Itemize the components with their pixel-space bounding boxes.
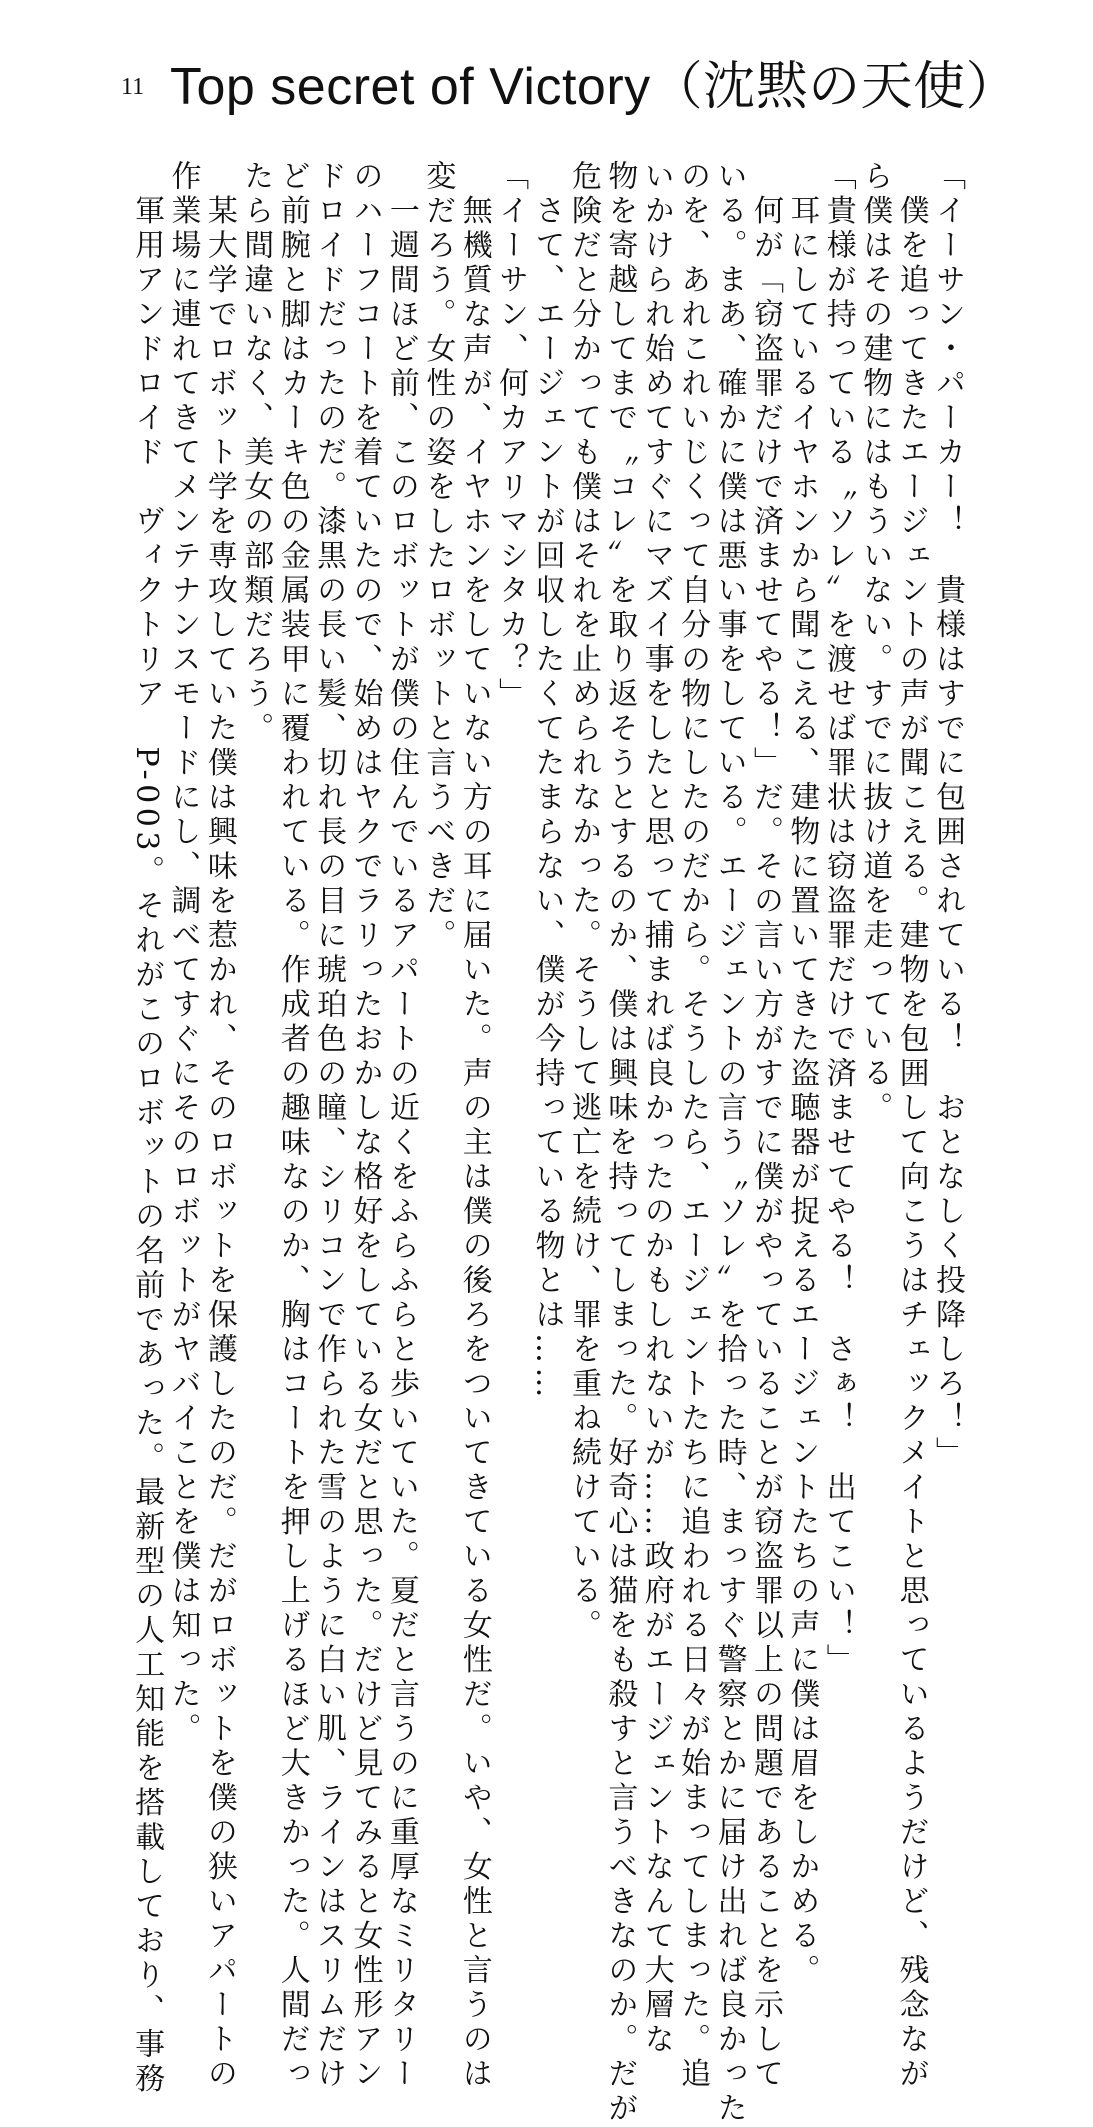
text-column: 物を寄越してまで〝コレ〟を取り返そうとするのか、僕は興味を持ってしまった。好奇心は猫をも殺すと言うべきなのか。だが [602, 160, 638, 2127]
text-column: ど前腕と脚はカーキ色の金属装甲に覆われている。作成者の趣味なのか、胸はコートを押し上げるほど大きかった。人間だっ [274, 160, 310, 2092]
vertical-text-body [127, 160, 965, 2127]
text-column: 何が「窃盗罪だけで済ませてやる！」だ。その言い方がすでに僕がやっていることが窃盗罪以上の問題であることを示して [747, 160, 783, 2092]
text-column: 無機質な声が、イヤホンをしていない方の耳に届いた。声の主は僕の後ろをついてきている女性だ。いや、女性と言うのは [456, 160, 492, 2092]
text-column: のハーフコートを着ていたので、始めはヤクでラリったおかしな格好をしている女だと思った。だけど見てみると女性形アン [347, 160, 383, 2092]
text-column: たら間違いなく、美女の部類だろう。 [238, 160, 274, 747]
text-column: 一週間ほど前、このロボットが僕の住んでいるアパートの近くをふらふらと歩いていた。夏だと言うのに重厚なミリタリー [383, 160, 419, 2092]
text-column: ら僕はその建物にはもういない。すでに抜け道を走っている。 [857, 160, 893, 1126]
text-column: 「貴様が持っている〝ソレ〟を渡せば罪状は窃盗罪だけで済ませてやる！ さぁ！ 出てこい！」 [820, 160, 856, 1678]
text-column: のを、あれこれいじくって自分の物にしたのだから。そうしたら、エージェントたちに追われる日々が始まってしまった。追 [675, 160, 711, 2092]
text-column: 危険だと分かっても僕はそれを止められなかった。そうして逃亡を続け、罪を重ね続けている。 [565, 160, 601, 1644]
text-column: 変だろう。女性の姿をしたロボットと言うべきだ。 [420, 160, 456, 954]
text-column: いる。まあ、確かに僕は悪い事をしている。エージェントの言う〝ソレ〟を拾った時、まっすぐ警察とかに届け出れば良かった [711, 160, 747, 2127]
text-column: ドロイドだったのだ。漆黒の長い髪、切れ長の目に琥珀色の瞳、シリコンで作られた雪のように白い肌、ラインはスリムだけ [311, 160, 347, 2092]
text-column: 僕を追ってきたエージェントの声が聞こえる。建物を包囲して向こうはチェックメイトと思っているようだけど、残念なが [893, 160, 929, 2092]
text-column: さて、エージェントが回収したくてたまらない、僕が今持っている物とは…… [529, 160, 565, 1402]
text-column: 軍用アンドロイド ヴィクトリア P-003。それがこのロボットの名前であった。最新型の人工知能を搭載しており、事務 [129, 160, 165, 2097]
chapter-title: Top secret of Victory（沈黙の天使） [170, 58, 1019, 116]
text-column: 某大学でロボット学を専攻していた僕は興味を惹かれ、そのロボットを保護したのだ。だがロボットを僕の狭いアパートの [201, 160, 237, 2092]
text-column: 「イーサン、何カアリマシタカ？」 [493, 160, 529, 712]
text-column: 作業場に連れてきてメンテナンスモードにし、調べてすぐにそのロボットがヤバイことを僕は知った。 [165, 160, 201, 1747]
text-column: いかけられ始めてすぐにマズイ事をしたと思って捕まれば良かったのかもしれないが……政府がエージェントなんて大層な [638, 160, 674, 2058]
text-column: 耳にしているイヤホンから聞こえる、建物に置いてきた盗聴器が捉えるエージェントたちの声に僕は眉をしかめる。 [784, 160, 820, 1989]
page-number: 11 [121, 74, 145, 100]
text-column: 「イーサン・パーカー！ 貴様はすでに包囲されている！ おとなしく投降しろ！」 [930, 160, 965, 1471]
